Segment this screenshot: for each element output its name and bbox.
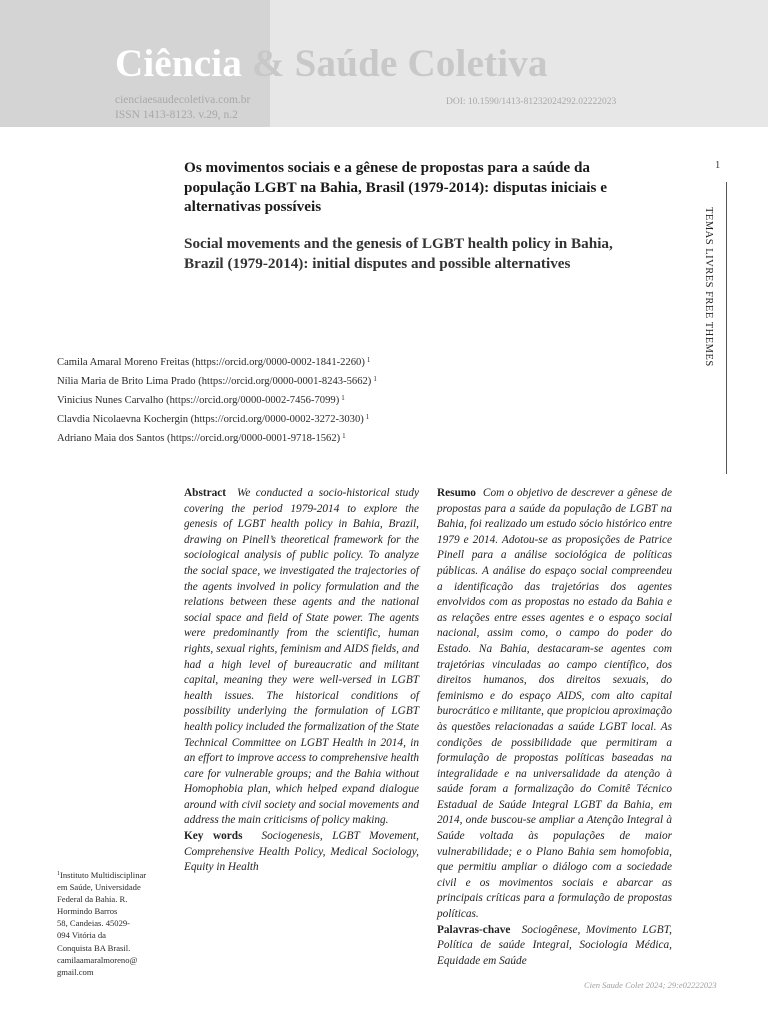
article-doi[interactable]: DOI: 10.1590/1413-81232024292.02222023 <box>446 97 617 107</box>
author-name: Clavdia Nicolaevna Kochergin (https://orcid.org/0000-0002-3272-3030) <box>57 414 364 425</box>
author-name: Vinicius Nunes Carvalho (https://orcid.org/0000-0002-7456-7099) <box>57 395 340 406</box>
article-title-english: Social movements and the genesis of LGBT health policy in Bahia, Brazil (1979-2014): initial disputes and possible alternatives <box>184 235 613 272</box>
author-entry <box>57 428 457 447</box>
affiliation-line: 094 Vitória da <box>57 930 106 941</box>
section-label <box>699 207 719 377</box>
article-title-portuguese: Os movimentos sociais e a gênese de propostas para a saúde da população LGBT na Bahia, Brasil (1979-2014): disputas iniciais e alternativas possíveis <box>184 159 607 215</box>
affiliation-line: Federal da Bahia. R. <box>57 894 128 905</box>
abstract-heading: Abstract <box>184 487 227 499</box>
affiliation-marker: 1 <box>365 413 370 421</box>
author-list <box>57 352 457 447</box>
affiliation-line: em Saúde, Universidade <box>57 882 141 893</box>
palavras-chave-text: Sociogênese, Movimento LGBT, Política de saúde Integral, Sociologia Médica, Equidade em Saúde <box>437 923 672 967</box>
author-entry <box>57 352 457 371</box>
affiliation-email[interactable]: camilaamaralmoreno@ <box>57 954 138 965</box>
keywords-paragraph <box>184 829 419 876</box>
resumo-paragraph <box>437 486 672 923</box>
journal-issn: ISSN 1413-8123. v.29, n.2 <box>115 109 238 121</box>
abstract-column <box>184 486 419 876</box>
journal-name <box>115 40 548 88</box>
affiliation-line: $^1$Instituto Multidisciplinar <box>57 870 147 880</box>
author-entry <box>57 409 457 428</box>
author-name: Adriano Maia dos Santos (https://orcid.org/0000-0001-9718-1562) <box>57 433 341 444</box>
palavras-chave-heading: Palavras-chave <box>437 923 511 936</box>
page-number: 1 <box>715 160 721 171</box>
section-label-text: TEMAS LIVRES FREE THEMES <box>703 207 714 367</box>
palavras-chave-paragraph <box>437 923 672 970</box>
journal-name-part2: & Saúde Coletiva <box>252 42 548 85</box>
side-divider <box>726 182 727 474</box>
resumo-text: Com o objetivo de descrever a gênese de propostas para a saúde da população de LGBT na Bahia, foi realizado um estudo sócio histórico entre 1979 e 2014. Adotou-se as proposições de Patrice Pinell para a análise sociológica de políticas públicas. A análise do espaço social compreendeu a identificação das trajetórias dos agentes envolvidos com as propostas no estado da Bahia e as relações entre esses agentes e o espaço social nacional, assim como, o campo do poder do Estado. Na Bahia, destacaram-se agentes com trajetórias vinculadas ao campo científico, dos direitos humanos, dos direitos sexuais, do feminismo e do espaço AIDS, com alto capital burocrático e militante, que propiciou aproximação às questões relacionadas a saúde LGBT local. As condições de possibilidade que permitiram a formulação de propostas políticas baseadas na integralidade e na universalidade da atenção à saúde foram a formalização do Comitê Técnico Estadual de Saúde Integral LGBT da Bahia, em 2014, onde buscou-se ampliar a Atenção Integral à Saúde voltada às populações de maior vulnerabilidade; e o Plano Bahia sem homofobia, que permitiu ampliar o diálogo com a sociedade civil e os movimentos sociais e abarcar as principais críticas para a formulação de propostas políticas. <box>437 487 672 921</box>
affiliation-marker: 1 <box>57 871 60 877</box>
author-name: Nília Maria de Brito Lima Prado (https://orcid.org/0000-0001-8243-5662) <box>57 376 372 387</box>
affiliation-marker: 1 <box>342 432 346 440</box>
affiliation-line: Hormindo Barros <box>57 906 118 917</box>
author-affiliation <box>57 868 149 978</box>
affiliation-marker: 1 <box>366 356 371 364</box>
affiliation-marker: 1 <box>373 375 377 383</box>
abstract-paragraph <box>184 486 419 829</box>
affiliation-email-domain[interactable]: gmail.com <box>57 966 94 977</box>
abstract-text: We conducted a socio-historical study covering the period 1979-2014 to explore the genesis of LGBT health policy in Bahia, Brazil, drawing on Pinell’s theoretical framework for the sociological analysis of public policy. To analyze the social space, we investigated the trajectories of the agents involved in policy formulation and the relations between these agents and the national social space and field of State power. The agents were predominantly from the scientific, human rights, sexual rights, feminism and AIDS fields, and had a high level of bureaucratic and militant capital, meaning they were well-versed in LGBT health issues. The historical conditions of possibility underlying the formulation of LGBT health policy included the formalization of the State Technical Committee on LGBT Health in 2014, in an effort to improve access to comprehensive health care for vulnerable groups; and the Bahia without Homophobia plan, which helped expand dialogue around with civil society and social movements and address the main criticisms of policy making. <box>184 487 419 827</box>
affiliation-line: Conquista BA Brasil. <box>57 942 131 953</box>
author-name: Camila Amaral Moreno Freitas (https://orcid.org/0000-0002-1841-2260) <box>57 357 365 368</box>
affiliation-line: 58, Candeias. 45029- <box>57 918 131 929</box>
resumo-heading: Resumo <box>437 487 476 499</box>
keywords-heading: Key words <box>184 830 243 843</box>
resumo-column <box>437 486 672 969</box>
keywords-text: Sociogenesis, LGBT Movement, Comprehensive Health Policy, Medical Sociology, Equity in Health <box>184 830 419 874</box>
affiliation-marker: 1 <box>341 394 345 402</box>
journal-website[interactable]: cienciaesaudecoletiva.com.br <box>115 94 251 106</box>
author-entry <box>57 371 457 390</box>
footer-citation: Cien Saude Colet 2024; 29:e02222023 <box>584 980 717 990</box>
author-entry <box>57 390 457 409</box>
journal-name-part1: Ciência <box>115 42 243 85</box>
